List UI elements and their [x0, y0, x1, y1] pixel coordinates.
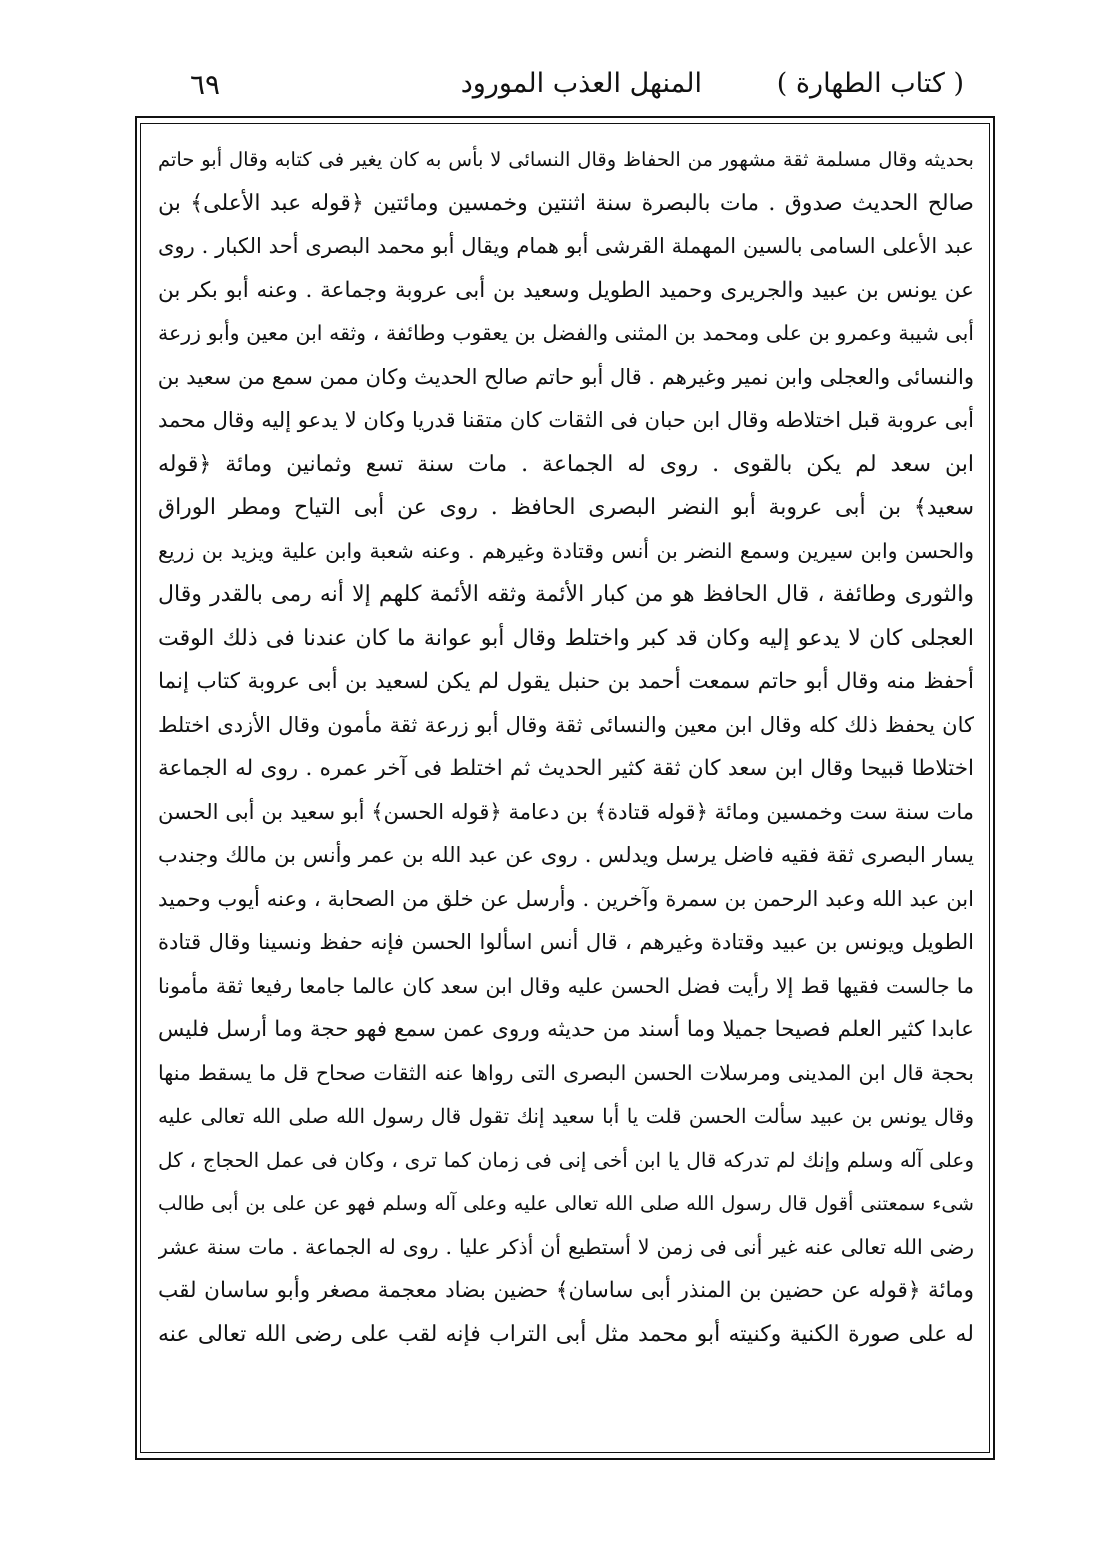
- page-header: [150, 64, 964, 114]
- text-line: عبد الأعلى السامى بالسين المهملة القرشى أبو همام ويقال أبو محمد البصرى أحد الكبار . روى: [158, 234, 974, 258]
- text-line: أبى عروبة قبل اختلاطه وقال ابن حبان فى الثقات كان متقنا قدريا وكان لا يدعو إليه وقال محمد: [158, 408, 974, 432]
- main-text: [158, 138, 974, 1444]
- text-line: عابدا كثير العلم فصيحا جميلا وما أسند من حديثه وروى عمن سمع فهو حجة وما أرسل فليس: [158, 1017, 974, 1042]
- book-title: المنهل العذب المورود: [460, 68, 702, 99]
- text-line: وعلى آله وسلم وإنك لم تدركه قال يا ابن أخى إنى فى زمان كما ترى ، وكان فى عمل الحجاج ، كل: [158, 1147, 974, 1172]
- text-line: كان يحفظ ذلك كله وقال ابن معين والنسائى ثقة وقال أبو زرعة ثقة مأمون وقال الأزدى اختلط: [158, 712, 974, 737]
- text-line: بحديثه وقال مسلمة ثقة مشهور من الحفاظ وقال النسائى لا بأس به كان يغير فى كتابه وقال أبو حاتم: [158, 148, 974, 171]
- text-line: عن يونس بن عبيد والجريرى وحميد الطويل وسعيد بن أبى عروبة وجماعة . وعنه أبو بكر بن: [158, 277, 974, 303]
- text-line: اختلاطا قبيحا وقال ابن سعد كان ثقة كثير الحديث ثم اختلط فى آخر عمره . روى له الجماعة: [158, 756, 974, 781]
- text-line: أحفظ منه وقال أبو حاتم سمعت أحمد بن حنبل يقول لم يكن لسعيد بن أبى عروبة كتاب إنما: [158, 669, 974, 694]
- text-line: وقال يونس بن عبيد سألت الحسن قلت يا أبا سعيد إنك تقول قال رسول الله صلى الله تعالى عليه: [158, 1104, 974, 1128]
- page-number: ٦٩: [190, 68, 221, 101]
- text-line: والثورى وطائفة ، قال الحافظ هو من كبار الأئمة وثقه الأئمة كلهم إلا أنه رمى بالقدر وقال: [158, 582, 974, 607]
- text-line: ابن سعد لم يكن بالقوى . روى له الجماعة . مات سنة تسع وثمانين ومائة ﴿قوله: [158, 451, 974, 477]
- text-line: ما جالست فقيها قط إلا رأيت فضل الحسن عليه وقال ابن سعد كان عالما جامعا رفيعا ثقة مأمونا: [158, 973, 974, 998]
- text-line: ابن عبد الله وعبد الرحمن بن سمرة وآخرين . وأرسل عن خلق من الصحابة ، وعنه أيوب وحميد: [158, 886, 974, 911]
- text-line: والحسن وابن سيرين وسمع النضر بن أنس وقتادة وغيرهم . وعنه شعبة وابن علية ويزيد بن زريع: [158, 538, 974, 563]
- text-line: له على صورة الكنية وكنيته أبو محمد مثل أبى التراب فإنه لقب على رضى الله تعالى عنه: [158, 1321, 974, 1347]
- text-line: يسار البصرى ثقة فقيه فاضل يرسل ويدلس . روى عن عبد الله بن عمر وأنس بن مالك وجندب: [158, 843, 974, 867]
- text-line: ومائة ﴿قوله عن حضين بن المنذر أبى ساسان﴾ حضين بضاد معجمة مصغر وأبو ساسان لقب: [158, 1278, 974, 1303]
- text-line: العجلى كان لا يدعو إليه وكان قد كبر واختلط وقال أبو عوانة ما كان عندنا فى ذلك الوقت: [158, 625, 974, 651]
- text-line: صالح الحديث صدوق . مات بالبصرة سنة اثنتين وخمسين ومائتين ﴿قوله عبد الأعلى﴾ بن: [158, 190, 974, 216]
- text-line: رضى الله تعالى عنه غير أنى فى زمن لا أستطيع أن أذكر عليا . روى له الجماعة . مات سنة عشر: [158, 1234, 974, 1259]
- text-line: والنسائى والعجلى وابن نمير وغيرهم . قال أبو حاتم صالح الحديث وكان ممن سمع من سعيد بن: [158, 364, 974, 389]
- text-line: أبى شيبة وعمرو بن على ومحمد بن المثنى والفضل بن يعقوب وطائفة ، وثقه ابن معين وأبو زرعة: [158, 321, 974, 345]
- chapter-title: ( كتاب الطهارة ): [776, 68, 964, 99]
- text-line: سعيد﴾ بن أبى عروبة أبو النضر البصرى الحافظ . روى عن أبى التياح ومطر الوراق: [158, 495, 974, 520]
- text-line: شىء سمعتنى أقول قال رسول الله صلى الله تعالى عليه وعلى آله وسلم فهو عن على بن أبى طالب: [158, 1192, 974, 1215]
- text-line: بحجة قال ابن المدينى ومرسلات الحسن البصرى التى رواها عنه الثقات صحاح قل ما يسقط منها: [158, 1060, 974, 1085]
- text-line: مات سنة ست وخمسين ومائة ﴿قوله قتادة﴾ بن دعامة ﴿قوله الحسن﴾ أبو سعيد بن أبى الحسن: [158, 799, 974, 824]
- text-line: الطويل ويونس بن عبيد وقتادة وغيرهم ، قال أنس اسألوا الحسن فإنه حفظ ونسينا وقال قتادة: [158, 930, 974, 954]
